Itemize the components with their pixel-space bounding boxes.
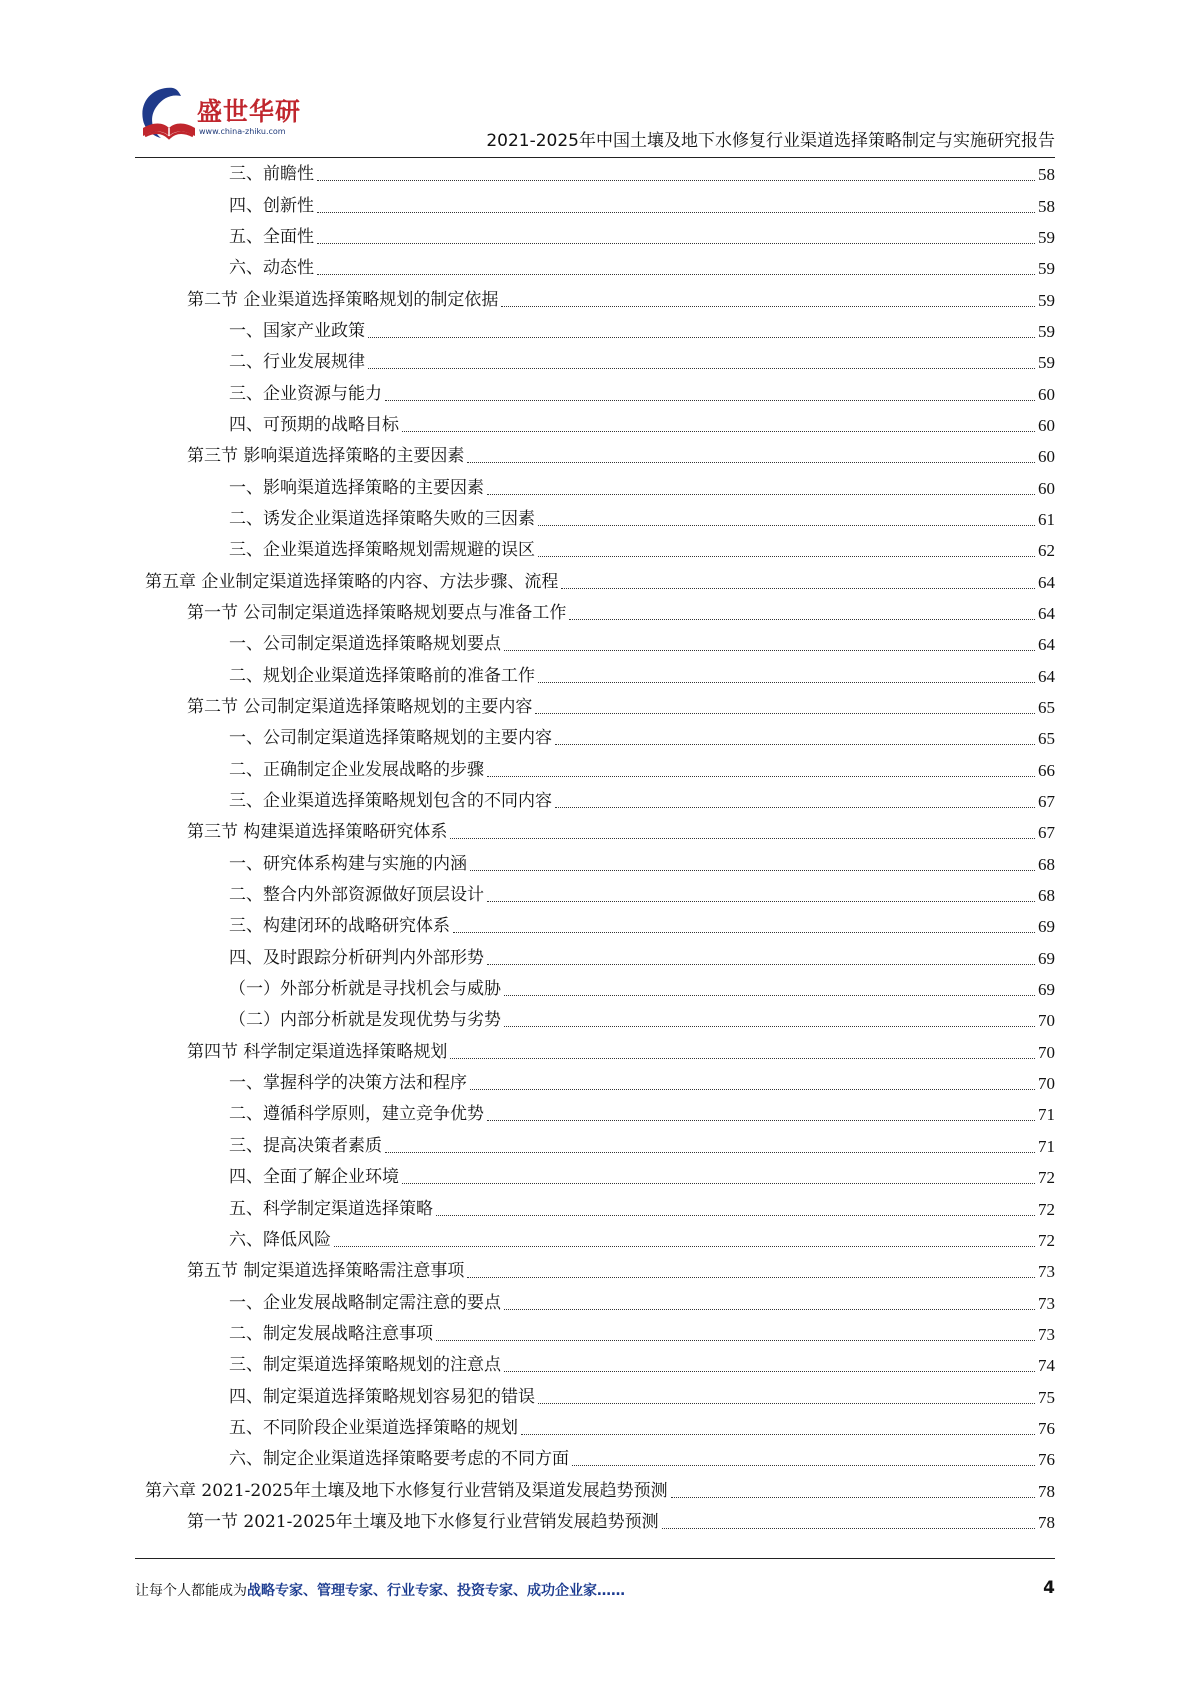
toc-entry-title: 第二节 公司制定渠道选择策略规划的主要内容 <box>187 697 533 718</box>
toc-entry-page: 76 <box>1038 1418 1055 1438</box>
toc-dot-leader <box>317 243 1035 244</box>
company-logo <box>135 84 315 154</box>
toc-entry[interactable] <box>145 755 1055 786</box>
toc-entry[interactable] <box>145 1162 1055 1193</box>
toc-entry-page: 60 <box>1038 447 1055 467</box>
toc-entry[interactable] <box>145 1068 1055 1099</box>
toc-entry[interactable] <box>145 911 1055 942</box>
toc-dot-leader <box>504 650 1035 651</box>
toc-dot-leader <box>402 431 1035 432</box>
toc-entry[interactable] <box>145 535 1055 566</box>
toc-entry-title: 一、影响渠道选择策略的主要因素 <box>229 477 484 498</box>
toc-entry-title: 第一节 2021-2025年土壤及地下水修复行业营销发展趋势预测 <box>187 1511 659 1532</box>
toc-entry-title: 三、制定渠道选择策略规划的注意点 <box>229 1355 501 1376</box>
toc-entry[interactable] <box>145 1005 1055 1036</box>
toc-entry[interactable] <box>145 598 1055 629</box>
toc-entry-title: 二、制定发展战略注意事项 <box>229 1323 433 1344</box>
toc-entry-title: 五、全面性 <box>229 226 314 247</box>
toc-entry-page: 59 <box>1038 290 1055 310</box>
toc-entry[interactable] <box>145 441 1055 472</box>
toc-entry-title: 一、企业发展战略制定需注意的要点 <box>229 1292 501 1313</box>
page-header <box>135 80 1055 160</box>
toc-entry-page: 68 <box>1038 854 1055 874</box>
toc-entry-title: （一）外部分析就是寻找机会与威胁 <box>229 979 501 1000</box>
toc-dot-leader <box>501 306 1035 307</box>
toc-entry-title: 一、国家产业政策 <box>229 320 365 341</box>
toc-entry[interactable] <box>145 378 1055 409</box>
toc-entry-title: 二、诱发企业渠道选择策略失败的三因素 <box>229 508 535 529</box>
toc-entry-title: 四、全面了解企业环境 <box>229 1167 399 1188</box>
toc-entry-page: 60 <box>1038 384 1055 404</box>
toc-entry-page: 70 <box>1038 1042 1055 1062</box>
toc-entry[interactable] <box>145 1319 1055 1350</box>
toc-entry-page: 65 <box>1038 698 1055 718</box>
toc-entry[interactable] <box>145 629 1055 660</box>
toc-entry-title: 第二节 企业渠道选择策略规划的制定依据 <box>187 289 499 310</box>
toc-entry-page: 67 <box>1038 792 1055 812</box>
toc-entry[interactable] <box>145 504 1055 535</box>
toc-entry-title: 一、掌握科学的决策方法和程序 <box>229 1073 467 1094</box>
toc-dot-leader <box>467 1277 1035 1278</box>
toc-entry-page: 64 <box>1038 666 1055 686</box>
toc-entry-title: 三、企业资源与能力 <box>229 383 382 404</box>
toc-dot-leader <box>436 1215 1035 1216</box>
page-number: 4 <box>1043 1578 1055 1598</box>
toc-entry[interactable] <box>145 1413 1055 1444</box>
toc-entry-title: 三、企业渠道选择策略规划包含的不同内容 <box>229 791 552 812</box>
toc-entry-title: 二、整合内外部资源做好顶层设计 <box>229 885 484 906</box>
toc-dot-leader <box>450 838 1035 839</box>
footer-divider <box>135 1558 1055 1559</box>
toc-entry-page: 72 <box>1038 1199 1055 1219</box>
header-divider <box>135 157 1055 158</box>
toc-entry[interactable] <box>145 1507 1055 1538</box>
toc-entry-title: 第五节 制定渠道选择策略需注意事项 <box>187 1261 465 1282</box>
toc-entry[interactable] <box>145 190 1055 221</box>
toc-entry-page: 58 <box>1038 165 1055 185</box>
toc-dot-leader <box>317 274 1035 275</box>
toc-entry-title: 四、制定渠道选择策略规划容易犯的错误 <box>229 1386 535 1407</box>
toc-entry-title: 六、制定企业渠道选择策略要考虑的不同方面 <box>229 1449 569 1470</box>
toc-entry-page: 64 <box>1038 635 1055 655</box>
toc-entry-page: 71 <box>1038 1105 1055 1125</box>
toc-entry-page: 70 <box>1038 1074 1055 1094</box>
toc-dot-leader <box>487 1120 1035 1121</box>
toc-entry-page: 75 <box>1038 1387 1055 1407</box>
toc-entry-title: 第六章 2021-2025年土壤及地下水修复行业营销及渠道发展趋势预测 <box>145 1480 668 1501</box>
toc-entry-page: 69 <box>1038 980 1055 1000</box>
toc-entry-title: 一、研究体系构建与实施的内涵 <box>229 853 467 874</box>
toc-entry-page: 72 <box>1038 1168 1055 1188</box>
toc-entry-title: （二）内部分析就是发现优势与劣势 <box>229 1010 501 1031</box>
toc-entry[interactable] <box>145 1287 1055 1318</box>
toc-entry[interactable] <box>145 1350 1055 1381</box>
logo-book-icon <box>135 84 199 146</box>
toc-entry[interactable] <box>145 410 1055 441</box>
toc-entry-page: 70 <box>1038 1011 1055 1031</box>
toc-entry-title: 第三节 构建渠道选择策略研究体系 <box>187 822 448 843</box>
toc-entry-title: 第三节 影响渠道选择策略的主要因素 <box>187 446 465 467</box>
toc-entry-page: 65 <box>1038 729 1055 749</box>
logo-name: 盛世华研 <box>197 97 302 126</box>
toc-entry[interactable] <box>145 880 1055 911</box>
toc-entry[interactable] <box>145 159 1055 190</box>
toc-dot-leader <box>538 682 1035 683</box>
toc-entry-page: 60 <box>1038 415 1055 435</box>
toc-entry-title: 三、前瞻性 <box>229 164 314 185</box>
toc-dot-leader <box>538 556 1035 557</box>
toc-entry-page: 73 <box>1038 1262 1055 1282</box>
toc-entry[interactable] <box>145 472 1055 503</box>
toc-dot-leader <box>436 1340 1035 1341</box>
toc-entry[interactable] <box>145 1256 1055 1287</box>
toc-entry-page: 78 <box>1038 1512 1055 1532</box>
toc-entry[interactable] <box>145 1099 1055 1130</box>
toc-entry[interactable] <box>145 1131 1055 1162</box>
toc-dot-leader <box>487 776 1035 777</box>
toc-dot-leader <box>538 1403 1035 1404</box>
toc-entry-page: 59 <box>1038 353 1055 373</box>
toc-entry[interactable] <box>145 566 1055 597</box>
toc-entry[interactable] <box>145 253 1055 284</box>
toc-entry-page: 67 <box>1038 823 1055 843</box>
toc-entry-title: 二、规划企业渠道选择策略前的准备工作 <box>229 665 535 686</box>
toc-entry[interactable] <box>145 661 1055 692</box>
toc-entry-page: 74 <box>1038 1356 1055 1376</box>
toc-dot-leader <box>317 180 1035 181</box>
toc-entry-page: 68 <box>1038 886 1055 906</box>
toc-entry-page: 72 <box>1038 1230 1055 1250</box>
toc-entry[interactable] <box>145 974 1055 1005</box>
toc-dot-leader <box>662 1528 1035 1529</box>
toc-dot-leader <box>470 870 1035 871</box>
toc-entry[interactable] <box>145 1193 1055 1224</box>
toc-dot-leader <box>555 807 1035 808</box>
toc-entry[interactable] <box>145 1225 1055 1256</box>
toc-dot-leader <box>671 1497 1035 1498</box>
toc-entry-page: 73 <box>1038 1293 1055 1313</box>
toc-dot-leader <box>572 1465 1035 1466</box>
toc-entry-title: 四、可预期的战略目标 <box>229 414 399 435</box>
toc-entry-page: 59 <box>1038 227 1055 247</box>
toc-entry-page: 76 <box>1038 1450 1055 1470</box>
toc-dot-leader <box>487 494 1035 495</box>
toc-dot-leader <box>467 462 1035 463</box>
toc-dot-leader <box>334 1246 1035 1247</box>
toc-entry[interactable] <box>145 849 1055 880</box>
toc-entry-page: 58 <box>1038 196 1055 216</box>
toc-dot-leader <box>487 901 1035 902</box>
toc-entry-page: 66 <box>1038 760 1055 780</box>
toc-entry[interactable] <box>145 1037 1055 1068</box>
toc-entry[interactable] <box>145 817 1055 848</box>
toc-dot-leader <box>453 932 1035 933</box>
toc-entry-title: 三、构建闭环的战略研究体系 <box>229 916 450 937</box>
toc-entry-page: 69 <box>1038 948 1055 968</box>
toc-entry-title: 一、公司制定渠道选择策略规划要点 <box>229 634 501 655</box>
toc-entry[interactable] <box>145 222 1055 253</box>
logo-url: www.china-zhiku.com <box>199 127 286 136</box>
toc-entry[interactable] <box>145 692 1055 723</box>
toc-entry[interactable] <box>145 1444 1055 1475</box>
toc-entry[interactable] <box>145 284 1055 315</box>
toc-dot-leader <box>504 1309 1035 1310</box>
toc-entry-title: 第四节 科学制定渠道选择策略规划 <box>187 1041 448 1062</box>
toc-dot-leader <box>402 1183 1035 1184</box>
toc-entry-title: 六、动态性 <box>229 258 314 279</box>
page-footer <box>135 1580 1055 1604</box>
toc-entry-title: 第一节 公司制定渠道选择策略规划要点与准备工作 <box>187 602 567 623</box>
toc-entry-page: 64 <box>1038 572 1055 592</box>
toc-entry[interactable] <box>145 1381 1055 1412</box>
table-of-contents <box>145 159 1055 1538</box>
toc-entry-page: 71 <box>1038 1136 1055 1156</box>
toc-entry-page: 69 <box>1038 917 1055 937</box>
toc-entry-title: 第五章 企业制定渠道选择策略的内容、方法步骤、流程 <box>145 571 559 592</box>
toc-entry-page: 59 <box>1038 321 1055 341</box>
toc-entry[interactable] <box>145 723 1055 754</box>
toc-dot-leader <box>368 337 1035 338</box>
toc-entry-title: 四、及时跟踪分析研判内外部形势 <box>229 947 484 968</box>
toc-dot-leader <box>569 619 1035 620</box>
toc-dot-leader <box>521 1434 1035 1435</box>
toc-entry-title: 五、不同阶段企业渠道选择策略的规划 <box>229 1417 518 1438</box>
toc-entry[interactable] <box>145 786 1055 817</box>
toc-dot-leader <box>385 1152 1035 1153</box>
toc-entry[interactable] <box>145 1475 1055 1506</box>
toc-entry-page: 59 <box>1038 259 1055 279</box>
toc-entry-page: 60 <box>1038 478 1055 498</box>
toc-entry-title: 二、遵循科学原则，建立竞争优势 <box>229 1104 484 1125</box>
toc-entry-title: 三、企业渠道选择策略规划需规避的误区 <box>229 540 535 561</box>
toc-entry[interactable] <box>145 316 1055 347</box>
toc-entry-title: 六、降低风险 <box>229 1229 331 1250</box>
toc-dot-leader <box>368 368 1035 369</box>
footer-slogan-prefix: 让每个人都能成为 <box>135 1583 247 1599</box>
toc-dot-leader <box>535 713 1035 714</box>
toc-entry-title: 一、公司制定渠道选择策略规划的主要内容 <box>229 728 552 749</box>
toc-entry-page: 62 <box>1038 541 1055 561</box>
toc-dot-leader <box>561 588 1035 589</box>
toc-dot-leader <box>504 1026 1035 1027</box>
toc-dot-leader <box>538 525 1035 526</box>
toc-dot-leader <box>470 1089 1035 1090</box>
toc-dot-leader <box>317 212 1035 213</box>
toc-dot-leader <box>487 964 1035 965</box>
toc-dot-leader <box>555 744 1035 745</box>
toc-entry-title: 三、提高决策者素质 <box>229 1135 382 1156</box>
document-title: 2021-2025年中国土壤及地下水修复行业渠道选择策略制定与实施研究报告 <box>486 131 1055 151</box>
toc-entry-page: 61 <box>1038 509 1055 529</box>
toc-entry-page: 73 <box>1038 1324 1055 1344</box>
toc-entry-title: 四、创新性 <box>229 195 314 216</box>
toc-entry-page: 64 <box>1038 603 1055 623</box>
toc-dot-leader <box>450 1058 1035 1059</box>
toc-dot-leader <box>504 1371 1035 1372</box>
toc-entry-title: 二、行业发展规律 <box>229 352 365 373</box>
toc-dot-leader <box>385 400 1035 401</box>
footer-slogan-highlight: 战略专家、管理专家、行业专家、投资专家、成功企业家…… <box>247 1583 625 1599</box>
toc-entry-page: 78 <box>1038 1481 1055 1501</box>
toc-entry-title: 五、科学制定渠道选择策略 <box>229 1198 433 1219</box>
toc-dot-leader <box>504 995 1035 996</box>
toc-entry-title: 二、正确制定企业发展战略的步骤 <box>229 759 484 780</box>
toc-entry[interactable] <box>145 347 1055 378</box>
toc-entry[interactable] <box>145 943 1055 974</box>
